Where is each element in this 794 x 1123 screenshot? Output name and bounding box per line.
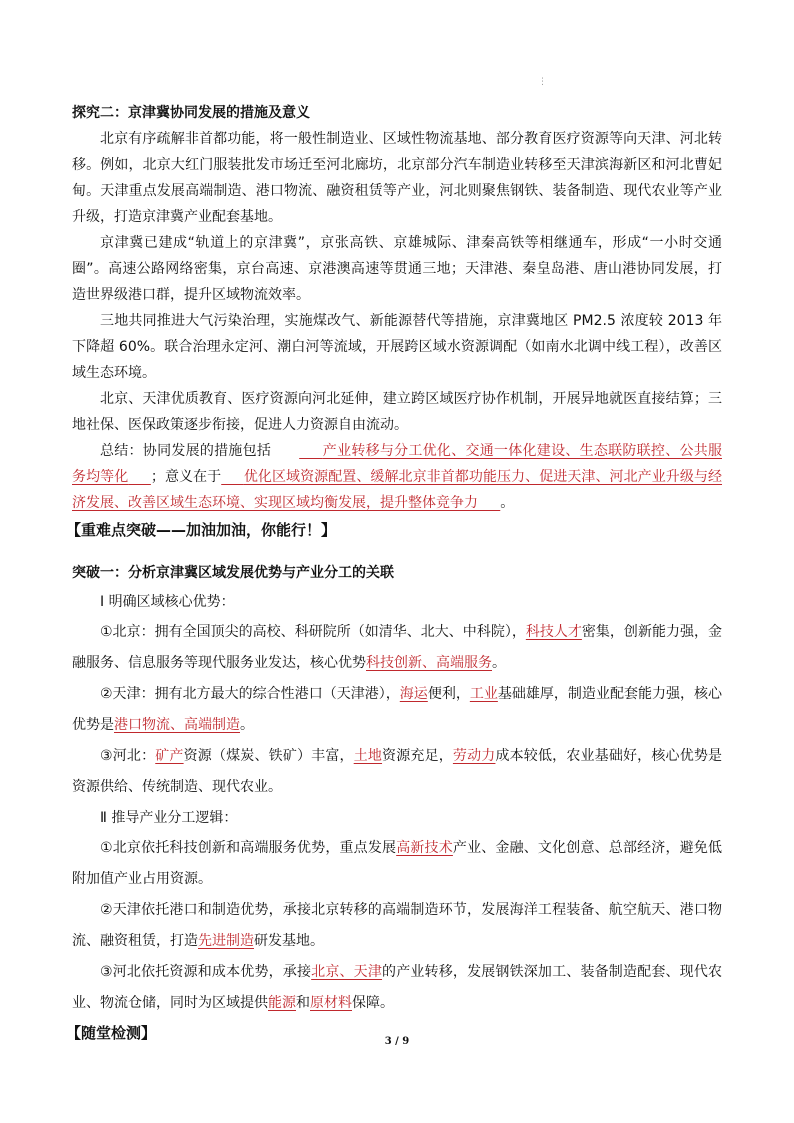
summary-mid: ；意义在于 — [150, 469, 222, 485]
answer-high-tech: 高新技术 — [396, 840, 453, 856]
page-number: 3 / 9 — [384, 1036, 410, 1047]
section-breakthrough-title: 【重难点突破——加油加油，你能行！】 — [66, 521, 337, 539]
decorative-dots: ⋮ — [538, 77, 547, 87]
summary-end: 。 — [500, 495, 515, 511]
part2-title: Ⅱ 推导产业分工逻辑： — [100, 810, 238, 826]
hebei-advantage: ③河北：矿产资源（煤炭、铁矿）丰富，土地资源充足，劳动力成本较低，农业基础好，核心优势是资源供给、传统制造、现代农业。 — [72, 748, 723, 795]
quiz-title: 【随堂检测】 — [66, 1024, 157, 1042]
tianjin-logic: ②天津依托港口和制造优势，承接北京转移的高端制造环节，发展海洋工程装备、航空航天、港口物流、融资租赁，打造先进制造研发基地。 — [72, 902, 722, 949]
hebei-logic: ③河北依托资源和成本优势，承接北京、天津的产业转移，发展钢铁深加工、装备制造配套、现代农业、物流仓储，同时为区域提供能源和原材料保障。 — [72, 964, 723, 1011]
summary-significance-answer: 优化区域资源配置、缓解北京非首都功能压力、促进天津、河北产业升级与经济发展、改善区域生态环境、实现区域均衡发展，提升整体竞争力 — [72, 469, 723, 511]
paragraph-public-service: 北京、天津优质教育、医疗资源向河北延伸，建立跨区域医疗协作机制，开展异地就医直接结算；三地社保、医保政策逐步衔接，促进人力资源自由流动。 — [72, 391, 722, 433]
answer-industry: 工业 — [469, 686, 498, 702]
answer-shipping: 海运 — [399, 686, 428, 702]
paragraph-industry: 北京有序疏解非首都功能，将一般性制造业、区域性物流基地、部分教育医疗资源等向天津、河北转移。例如，北京大红门服装批发市场迁至河北廊坊，北京部分汽车制造业转移至天津滨海新区和河北曹妃甸。天津重点发展高端制造、港口物流、融资租赁等产业，河北则聚焦钢铁、装备制造、现代农业等产业升级，打造京津冀产业配套基地。 — [72, 131, 722, 225]
answer-tech-talent: 科技人才 — [525, 624, 582, 640]
document-body — [66, 100, 723, 1062]
tianjin-advantage: ②天津：拥有北方最大的综合性港口（天津港），海运便利，工业基础雄厚，制造业配套能力强，核心优势是港口物流、高端制造。 — [72, 686, 723, 733]
beijing-logic: ①北京依托科技创新和高端服务优势，重点发展高新技术产业、金融、文化创意、总部经济，避免低附加值产业占用资源。 — [72, 840, 723, 887]
beijing-advantage: ①北京：拥有全国顶尖的高校、科研院所（如清华、北大、中科院），科技人才密集，创新能力强，金融服务、信息服务等现代服务业发达，核心优势科技创新、高端服务。 — [72, 624, 722, 671]
breakthrough1-title: 突破一：分析京津冀区域发展优势与产业分工的关联 — [72, 565, 394, 581]
summary-paragraph — [72, 438, 722, 516]
answer-minerals: 矿产 — [155, 748, 184, 764]
part1-title: Ⅰ 明确区域核心优势： — [100, 594, 235, 610]
answer-beijing-tianjin: 北京、天津 — [311, 964, 383, 980]
paragraph-transport: 京津冀已建成“轨道上的京津冀”，京张高铁、京雄城际、津秦高铁等相继通车，形成“一小时交通圈”。高速公路网络密集，京台高速、京港澳高速等贯通三地；天津港、秦皇岛港、唐山港协同发展，打造世界级港口群，提升区域物流效率。 — [72, 235, 722, 303]
answer-raw-materials: 原材料 — [310, 995, 352, 1011]
paragraph-ecology: 三地共同推进大气污染治理，实施煤改气、新能源替代等措施，京津冀地区 PM2.5 浓度较 2013 年下降超 60%。联合治理永定河、潮白河等流域，开展跨区域水资源调配（如南水北调中线工程），改善区域生态环境。 — [72, 313, 722, 381]
answer-land: 土地 — [353, 748, 383, 764]
answer-advanced-manufacturing: 先进制造 — [198, 933, 254, 949]
summary-measures-answer: 产业转移与分工优化、交通一体化建设、生态联防联控、公共服务均等化 — [72, 443, 722, 485]
summary-lead: 总结：协同发展的措施包括 — [100, 443, 272, 459]
answer-labor: 劳动力 — [452, 748, 496, 764]
answer-tianjin-core: 港口物流、高端制造 — [114, 717, 240, 733]
answer-energy: 能源 — [268, 995, 296, 1011]
explore2-title: 探究二：京津冀协同发展的措施及意义 — [72, 105, 310, 121]
answer-beijing-core: 科技创新、高端服务 — [366, 655, 492, 671]
